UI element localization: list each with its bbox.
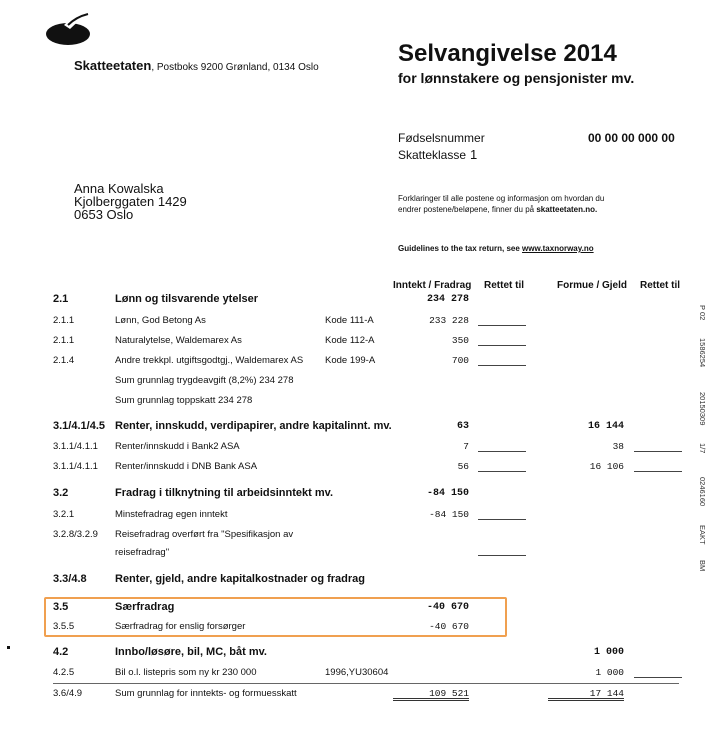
row-extra: 1996,YU30604 <box>325 667 389 678</box>
address-city: 0653 Oslo <box>74 207 134 222</box>
info-line-1: Forklaringer til alle postene og informasjon om hvordan du <box>398 194 605 203</box>
row-code: 3.2.1 <box>53 509 75 520</box>
row-wealth: 38 <box>612 441 624 452</box>
section-code: 3.3/4.8 <box>53 573 87 585</box>
row-desc: Lønn, God Betong As <box>115 315 206 326</box>
row-income: 350 <box>451 335 469 346</box>
section-code: 2.1 <box>53 293 69 305</box>
section-wealth: 16 144 <box>587 421 624 432</box>
side-code: BM <box>698 560 707 572</box>
corr-field-line[interactable] <box>478 345 526 346</box>
address-name: Anna Kowalska <box>74 181 164 196</box>
bullet-dot <box>7 646 10 649</box>
corr-field-line[interactable] <box>478 451 526 452</box>
section-code: 3.1/4.1/4.5 <box>53 420 105 432</box>
section-code: 4.2 <box>53 646 69 658</box>
section-title: Lønn og tilsvarende ytelser <box>115 293 259 305</box>
col-wealth-header: Formue / Gjeld <box>557 280 628 291</box>
skatteetaten-link[interactable]: skatteetaten.no. <box>536 205 598 214</box>
row-kode: Kode 111-A <box>325 315 374 326</box>
row-code: 3.2.8/3.2.9 <box>53 529 98 540</box>
row-desc: Bil o.l. listepris som ny kr 230 000 <box>115 667 257 678</box>
corr-field-line[interactable] <box>478 519 526 520</box>
section-income: 234 278 <box>426 294 469 305</box>
row-code: 3.6/4.9 <box>53 688 83 699</box>
section-title: Innbo/løsøre, bil, MC, båt mv. <box>115 646 267 658</box>
taxnorway-link[interactable]: www.taxnorway.no <box>522 244 594 253</box>
col-corr1-header: Rettet til <box>484 280 524 291</box>
section-wealth: 1 000 <box>593 647 624 658</box>
row-kode: Kode 199-A <box>325 355 376 366</box>
page-title: Selvangivelse 2014 <box>398 40 617 67</box>
class-value: 1 <box>470 147 478 162</box>
sum-double-line <box>548 698 624 701</box>
row-wealth: 1 000 <box>595 667 624 678</box>
side-code: 20150309 <box>698 392 707 426</box>
corr-field-line[interactable] <box>634 451 682 452</box>
row-income: -84 150 <box>429 509 469 520</box>
section-code: 3.2 <box>53 487 69 499</box>
org-name: Skatteetaten <box>74 58 152 73</box>
skatteetaten-logo <box>44 13 92 47</box>
row-wealth: 17 144 <box>589 688 624 699</box>
row-desc-cont: reisefradrag" <box>115 547 170 558</box>
col-corr2-header: Rettet til <box>640 280 680 291</box>
row-desc: Renter/innskudd i Bank2 ASA <box>115 441 240 452</box>
page-subtitle: for lønnstakere og pensjonister mv. <box>398 70 635 86</box>
fnr-value: 00 00 00 000 00 <box>588 131 675 145</box>
section-code: 3.5 <box>53 601 69 613</box>
row-kode: Kode 112-A <box>325 335 375 346</box>
corr-field-line[interactable] <box>478 471 526 472</box>
row-desc: Minstefradrag egen inntekt <box>115 509 228 520</box>
row-income: 109 521 <box>429 688 469 699</box>
row-code: 4.2.5 <box>53 667 75 678</box>
address-street: Kjolberggaten 1429 <box>74 194 187 209</box>
section-title: Særfradrag <box>115 601 175 613</box>
corr-field-line[interactable] <box>478 555 526 556</box>
row-income: -40 670 <box>429 621 469 632</box>
section-title: Fradrag i tilknytning til arbeidsinntekt mv. <box>115 487 333 499</box>
row-code: 3.1.1/4.1.1 <box>53 441 98 452</box>
org-line <box>74 58 319 73</box>
sum-double-line <box>393 698 469 701</box>
guidelines-line <box>398 244 594 253</box>
side-code: 0246160 <box>698 477 707 507</box>
corr-field-line[interactable] <box>634 677 682 678</box>
class-label: Skatteklasse <box>398 148 467 162</box>
info-line-2 <box>398 205 597 214</box>
side-code: P 02 <box>698 305 707 321</box>
section-income: 63 <box>456 421 469 432</box>
row-code: 2.1.1 <box>53 315 75 326</box>
info-line-2-text: endrer postene/beløpene, finner du på <box>398 205 537 214</box>
row-income: 233 228 <box>429 315 469 326</box>
sum-divider <box>53 683 679 684</box>
row-desc: Sum grunnlag for inntekts- og formuesskatt <box>115 688 297 699</box>
side-code: 1/7 <box>698 443 707 454</box>
corr-field-line[interactable] <box>634 471 682 472</box>
section-title: Renter, gjeld, andre kapitalkostnader og fradrag <box>115 573 366 585</box>
section-income: -40 670 <box>426 602 469 613</box>
row-code: 2.1.1 <box>53 335 75 346</box>
guidelines-text: Guidelines to the tax return, see <box>398 244 523 253</box>
row-income: 56 <box>457 461 469 472</box>
sum-toppskatt: Sum grunnlag toppskatt 234 278 <box>115 395 253 406</box>
row-income: 700 <box>451 355 469 366</box>
corr-field-line[interactable] <box>478 365 526 366</box>
sum-trygdeavgift: Sum grunnlag trygdeavgift (8,2%) 234 278 <box>115 375 294 386</box>
side-code: 1586254 <box>698 338 707 368</box>
row-wealth: 16 106 <box>589 461 624 472</box>
org-address: , Postboks 9200 Grønland, 0134 Oslo <box>151 62 319 73</box>
row-code: 3.5.5 <box>53 621 75 632</box>
col-income-header: Inntekt / Fradrag <box>393 280 472 291</box>
row-desc: Særfradrag for enslig forsørger <box>115 621 246 632</box>
row-desc: Reisefradrag overført fra "Spesifikasjon av <box>115 529 294 540</box>
corr-field-line[interactable] <box>478 325 526 326</box>
row-desc: Andre trekkpl. utgiftsgodtgj., Waldemarex AS <box>115 355 304 366</box>
row-desc: Naturalytelse, Waldemarex As <box>115 335 242 346</box>
section-title: Renter, innskudd, verdipapirer, andre kapitalinnt. mv. <box>115 420 392 432</box>
row-desc: Renter/innskudd i DNB Bank ASA <box>115 461 258 472</box>
side-code: EAKT <box>698 525 707 545</box>
row-code: 2.1.4 <box>53 355 75 366</box>
section-income: -84 150 <box>426 488 469 499</box>
row-code: 3.1.1/4.1.1 <box>53 461 98 472</box>
row-income: 7 <box>463 441 469 452</box>
fnr-label: Fødselsnummer <box>398 131 485 145</box>
